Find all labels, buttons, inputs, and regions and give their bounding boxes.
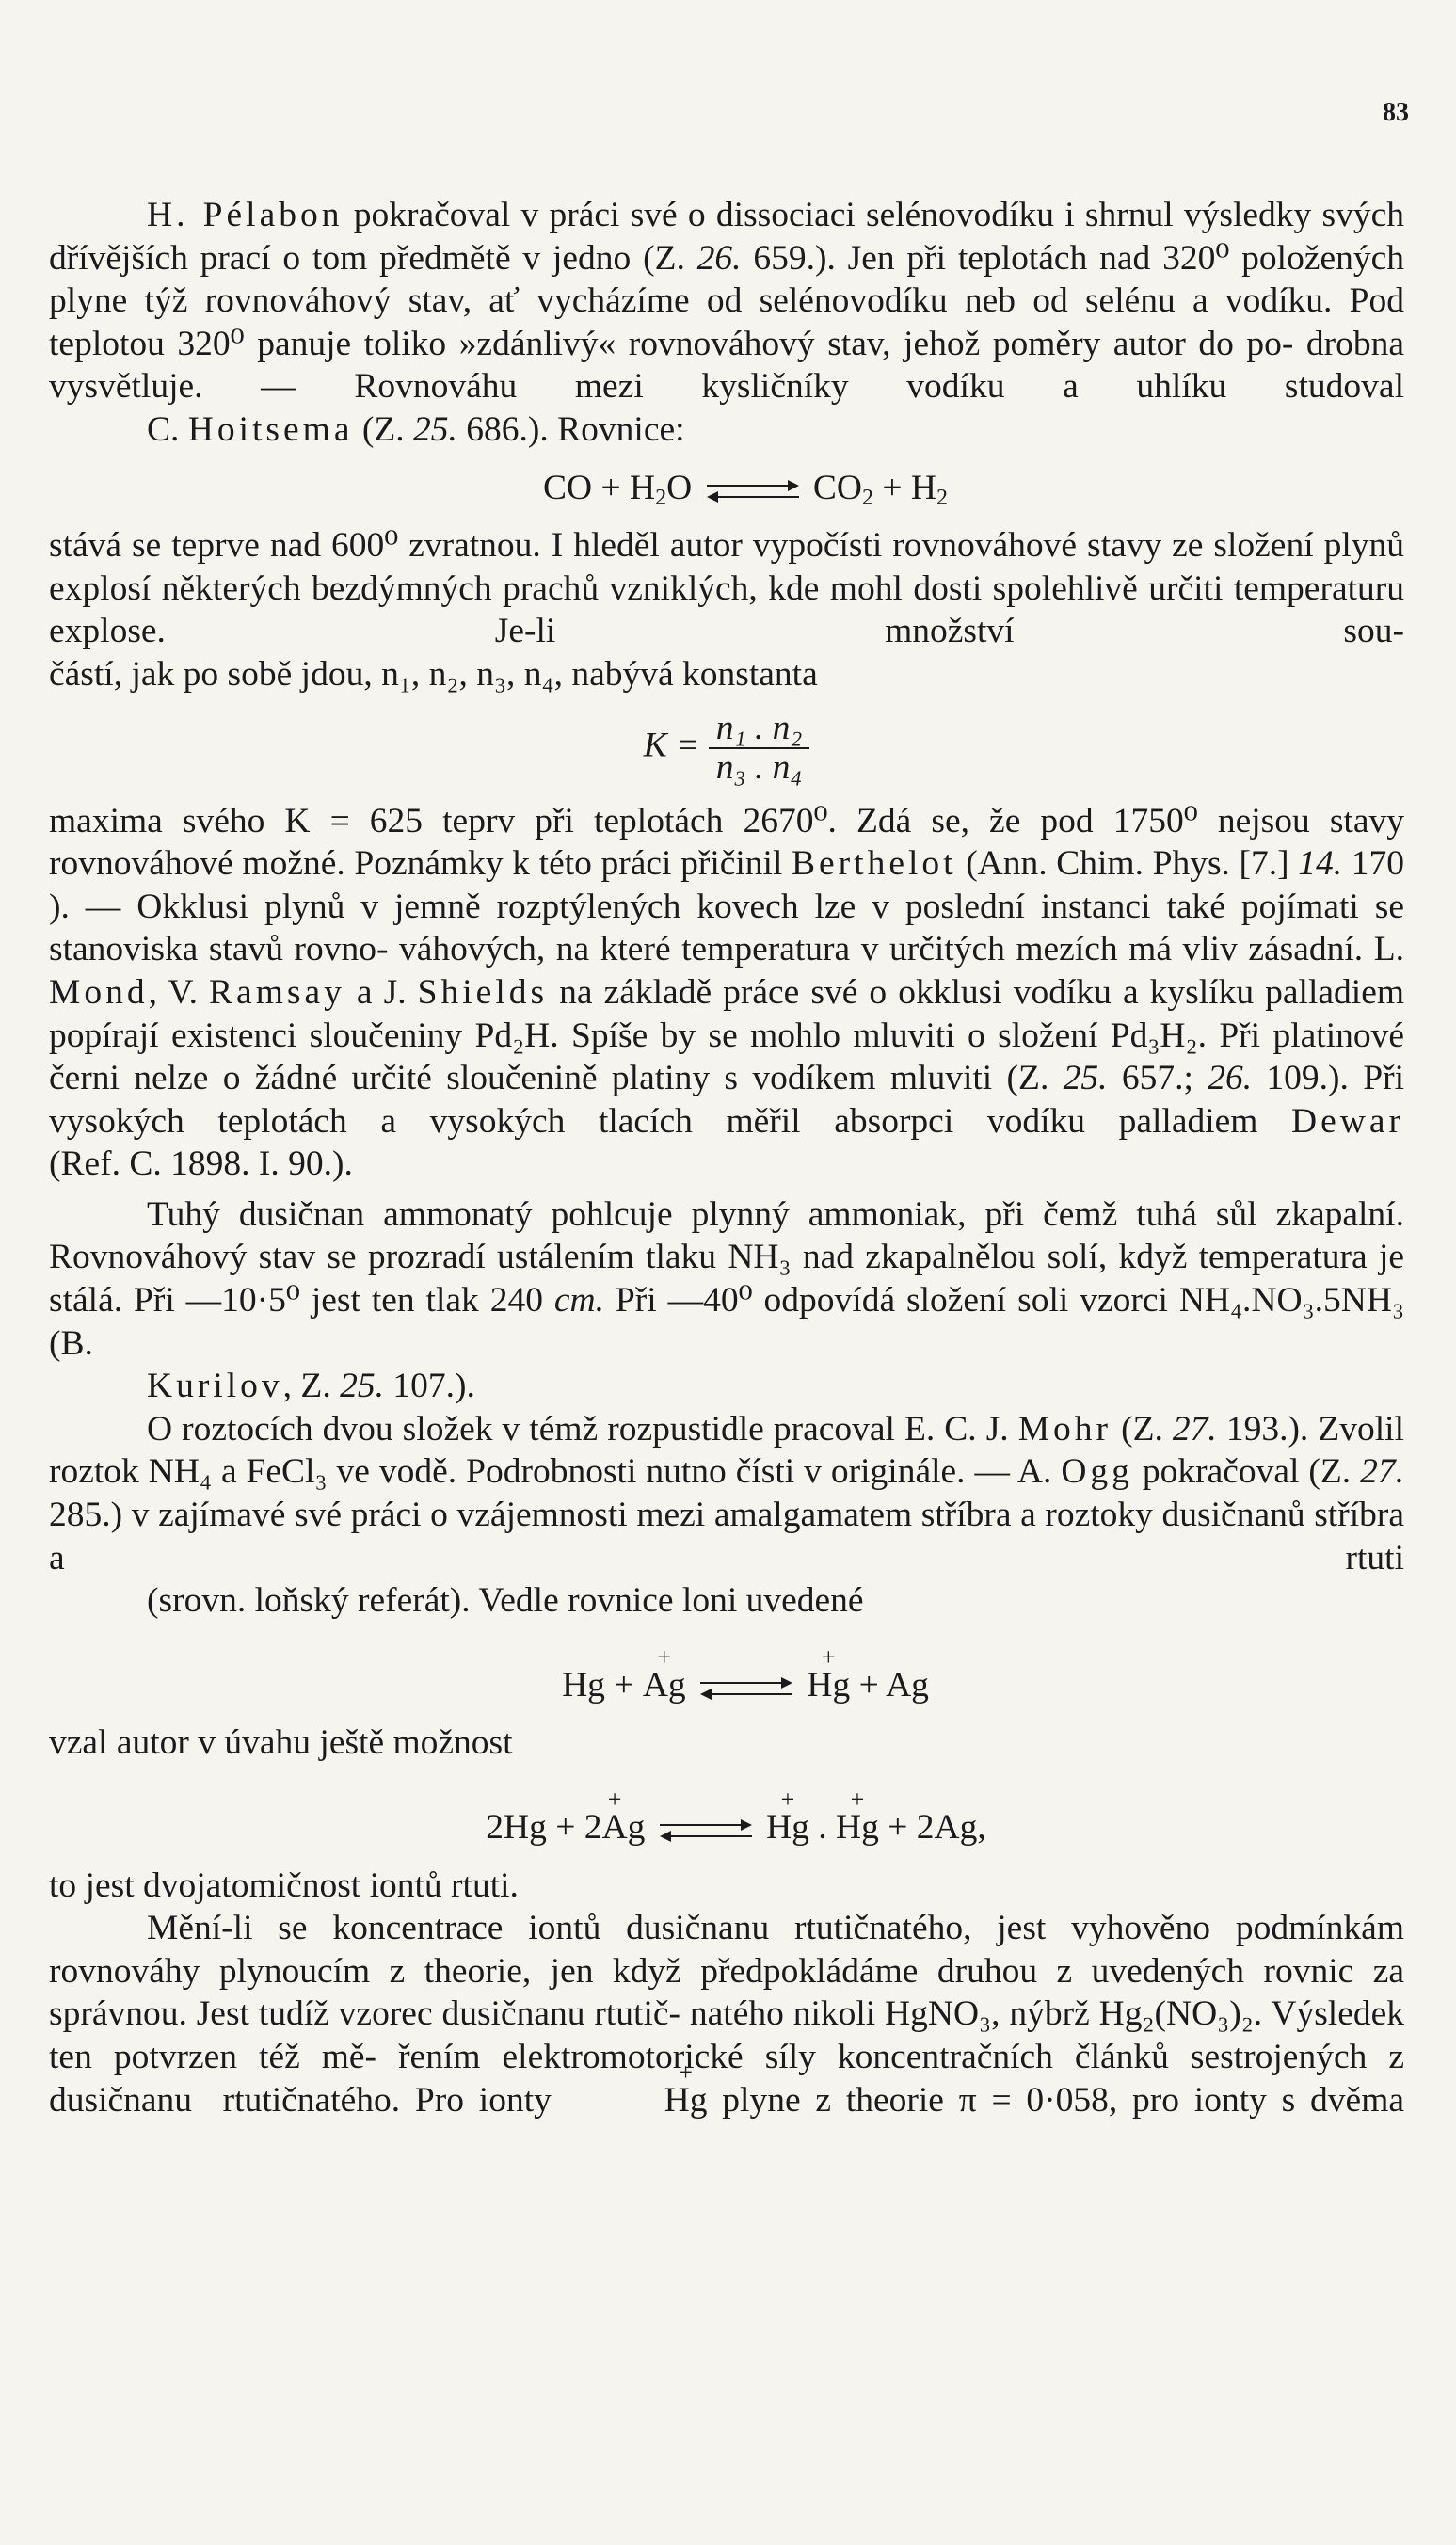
- author-name: Hoitsema: [187, 409, 354, 449]
- author-name: Kurilov: [147, 1367, 283, 1406]
- author-name: Mohr: [1017, 1409, 1112, 1449]
- volume-ref: 26.: [696, 238, 742, 278]
- equilibrium-arrow-icon: [695, 1673, 798, 1702]
- volume-ref: 25.: [413, 409, 457, 449]
- equation-co-h2o: CO + $H_2O$ $CO_2 + H_2$: [543, 468, 948, 510]
- ion-hg: + Hg: [836, 1806, 879, 1849]
- volume-ref: 27.: [1360, 1452, 1405, 1492]
- volume-ref: 25.: [1063, 1059, 1108, 1098]
- ion-ag: + Ag: [643, 1664, 686, 1707]
- paragraph-koncentrace: Mění-li se koncentrace iontů dusičnanu rtutičnatého, jest vyhověno podmínkám rovnováhy plynoucím z theorie, jen když předpokládáme druhou z uvedených rovnic za správnou. Jest tudíž vzorec dusičnanu rtutič- natého nikoli HgNO₃, nýbrž Hg₂(NO₃)₂. Výsledek ten potvrzen též mě- řením elektromotorické síly koncentračních článků sestrojených z dusičnanu rtutičnatého. Pro ionty + Hg plyne z theorie π = 0·058, pro ionty s dvěma: [49, 1907, 1404, 2121]
- page-number: 83: [1383, 98, 1409, 127]
- paragraph-pelabon: H. Pélabon pokračoval v práci své o dissociaci selénovodíku i shrnul výsledky svých dřívějších prací o tom předmětě v jedno (Z. 26. 659.). Jen při teplotách nad 320⁰ položených plyne týž rovnováhový stav, ať vycházíme od selénovodíku neb od selénu a vodíku. Pod teplotou 320⁰ panuje toliko »zdánlivý« rovnováhový stav, jehož poměry autor do po- drobna vysvětluje. — Rovnováhu mezi kysličníky vodíku a uhlíku studoval C. Hoitsema (Z. 25. 686.). Rovnice:: [49, 196, 1405, 449]
- volume-ref: 25.: [340, 1367, 384, 1406]
- equilibrium-arrow-icon: [701, 476, 805, 504]
- author-name: Berthelot: [792, 844, 957, 884]
- ion-hg: + Hg: [567, 2079, 708, 2122]
- equation-2hg-2ag: 2Hg + + 2Ag + Hg . + Hg + 2Ag,: [49, 1806, 1404, 1849]
- fraction: $\frac{\text{n₁ . n₂}}{\text{n₃ . n₄}}$: [709, 710, 810, 787]
- volume-ref: 14.: [1298, 844, 1343, 884]
- equation-hg-ag: Hg + + Ag + Hg + Ag: [49, 1664, 1404, 1707]
- volume-ref: 27.: [1172, 1409, 1217, 1449]
- ion-ag: + 2Ag: [584, 1806, 646, 1849]
- unit: cm.: [553, 1281, 604, 1321]
- paragraph-ammonium: Tuhý dusičnan ammonatý pohlcuje plynný ammoniak, při čemž tuhá sůl zkapalní. Rovnováhový stav se prozradí ustálením tlaku NH₃ nad zkapalnělou solí, když temperatura je stálá. Při —10·5⁰ jest ten tlak 240 cm. Při —40⁰ odpovídá složení soli vzorci NH₄.NO₃.5NH₃ (B. Kurilov, Z. 25. 107.).: [49, 1194, 1405, 1406]
- equilibrium-arrow-icon: [654, 1816, 758, 1844]
- ion-hg: + Hg: [807, 1664, 850, 1707]
- author-name: H. Pélabon: [147, 196, 344, 234]
- paragraph-moznost: vzal autor v úvahu ještě možnost: [49, 1723, 513, 1763]
- paragraph-explose: stává se teprve nad 600⁰ zvratnou. I hleděl autor vypočísti rovnováhové stavy ze složení plynů explosí některých bezdýmných prachů vzniklých, kde mohl dosti spolehlivě určiti temperaturu explose. Je-li množství sou- částí, jak po sobě jdou, n₁, n₂, n₃, n₄, nabývá konstanta: [49, 526, 1405, 694]
- author-name: Shields: [417, 972, 549, 1012]
- paragraph-maxima: maxima svého K = 625 teprv při teplotách 2670⁰. Zdá se, že pod 1750⁰ nejsou stavy rovnováhové možné. Poznámky k této práci přičinil Berthelot (Ann. Chim. Phys. [7.] 14. 170 ). — Okklusi plynů v jemně rozptýlených kovech lze v poslední instanci také pojímati se stanoviska stavů rovno- váhových, na které temperatura v určitých mezích má vliv zásadní. L. Mond, V. Ramsay a J. Shields na základě práce své o okklusi vodíku a kyslíku palladiem popírají existenci sloučeniny Pd₂H. Spíše by se mohlo mluviti o složení Pd₃H₂. Při platinové černi nelze o žádné určité sloučenině platiny s vodíkem mluviti (Z. 25. 657.; 26. 109.). Při vysokých teplotách a vysokých tlacích měřil absorpci vodíku palladiem Dewar (Ref. C. 1898. I. 90.).: [49, 801, 1405, 1184]
- author-name: Ramsay: [209, 972, 345, 1012]
- paragraph-mohr: O roztocích dvou složek v témž rozpustidle pracoval E. C. J. Mohr (Z. 27. 193.). Zvolil roztok NH₄ a FeCl₃ ve vodě. Podrobnosti nutno čísti v originále. — A. Ogg pokračoval (Z. 27. 285.) v zajímavé své práci o vzájemnosti mezi amalgamatem stříbra a roztoky dusičnanů stříbra a rtuti (srovn. loňský referát). Vedle rovnice loni uvedené: [49, 1409, 1405, 1621]
- ion-hg: + Hg: [766, 1806, 809, 1849]
- author-name: Ogg: [1061, 1452, 1133, 1492]
- text-body: [49, 194, 1404, 2121]
- author-name: Dewar: [1291, 1101, 1404, 1141]
- equation-k: K = $\frac{\text{n₁ . n₂}}{\text{n₃ . n₄}}$: [49, 710, 1404, 787]
- volume-ref: 26.: [1208, 1059, 1253, 1098]
- author-name: Mond: [49, 972, 149, 1012]
- paragraph-dvojatomicnost: to jest dvojatomičnost iontů rtuti.: [49, 1865, 519, 1905]
